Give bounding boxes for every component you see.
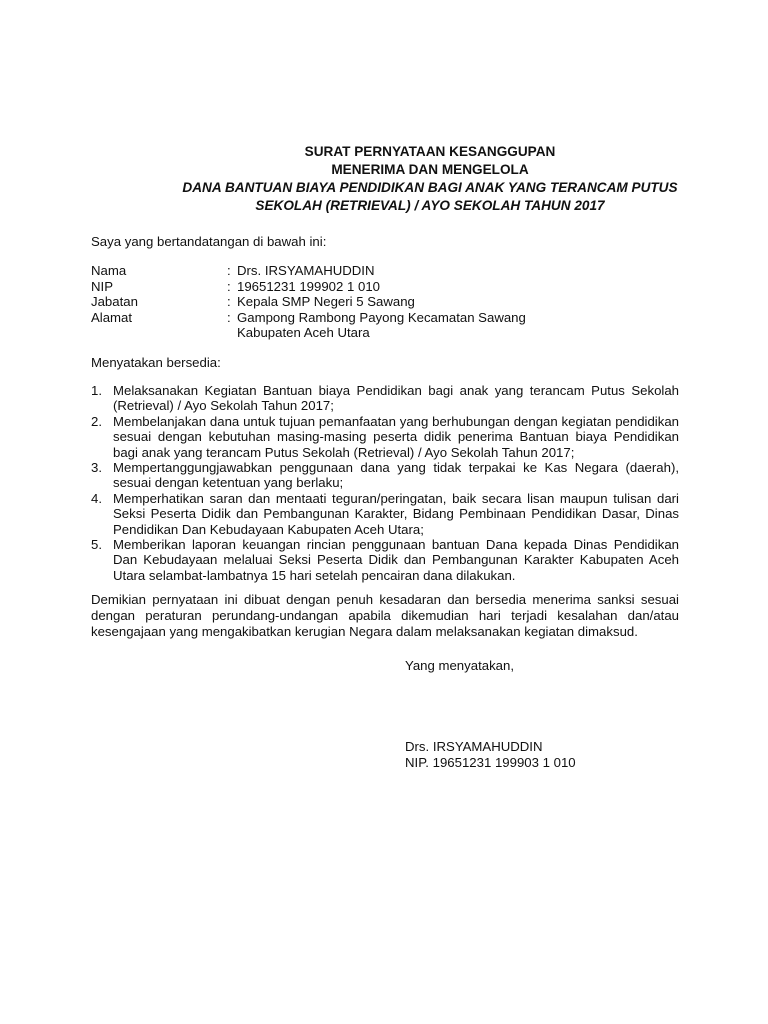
identity-row-jabatan bbox=[91, 294, 526, 310]
identity-block bbox=[91, 263, 526, 341]
identity-label: NIP bbox=[91, 278, 113, 294]
identity-row-nama bbox=[91, 263, 526, 279]
identity-row-nip bbox=[91, 279, 526, 295]
identity-address-line-2: Kabupaten Aceh Utara bbox=[237, 325, 370, 341]
list-item-number: 1. bbox=[91, 383, 102, 398]
intro-text: Saya yang bertandatangan di bawah ini: bbox=[91, 234, 327, 249]
list-item-number: 4. bbox=[91, 490, 102, 506]
identity-label: Jabatan bbox=[91, 294, 138, 310]
identity-label: Nama bbox=[91, 263, 127, 278]
statement-intro: Menyatakan bersedia: bbox=[91, 355, 221, 370]
identity-value: Gampong Rambong Payong Kecamatan Sawang bbox=[237, 309, 526, 325]
identity-separator: : bbox=[227, 263, 231, 278]
list-item-text: Membelanjakan dana untuk tujuan pemanfaatan yang berhubungan dengan kegiatan pendidikan sesuai dengan kebutuhan masing-masing peserta didik penerima Bantuan biaya Pendidikan bagi anak yang terancam Putus Sekolah (Retrieval) / Ayo Sekolah Tahun 2017; bbox=[113, 413, 679, 460]
list-item bbox=[91, 383, 679, 414]
list-item-text: Memperhatikan saran dan mentaati teguran/peringatan, baik secara lisan maupun tulisan dari Seksi Peserta Didik dan Pembangunan Karakter, Bidang Pembinaan Pendidikan Dasar, Dinas Pendidikan Dan Kebudayaan Kabupaten Aceh Utara; bbox=[113, 490, 679, 537]
document-title bbox=[90, 143, 768, 215]
signature-label: Yang menyatakan, bbox=[405, 658, 514, 673]
list-item-text: Mempertanggungjawabkan penggunaan dana yang tidak terpakai ke Kas Negara (daerah), sesuai dengan ketentuan yang berlaku; bbox=[113, 460, 679, 491]
list-item-number: 3. bbox=[91, 460, 102, 476]
title-line-2: MENERIMA DAN MENGELOLA bbox=[331, 162, 529, 177]
identity-value: 19651231 199902 1 010 bbox=[237, 278, 381, 294]
title-line-4: SEKOLAH (RETRIEVAL) / AYO SEKOLAH TAHUN 2017 bbox=[255, 198, 605, 213]
list-item-text: Memberikan laporan keuangan rincian penggunaan bantuan Dana kepada Dinas Pendidikan Dan Kebudayaan melaluai Seksi Peserta Didik dan Pembangunan Karakter Kabupaten Aceh Utara selambat-lambatnya 15 hari setelah pencairan dana dilakukan. bbox=[113, 537, 679, 583]
list-item bbox=[91, 491, 679, 537]
identity-value: Drs. IRSYAMAHUDDIN bbox=[237, 263, 375, 278]
identity-value: Kepala SMP Negeri 5 Sawang bbox=[237, 294, 415, 310]
identity-label: Alamat bbox=[91, 309, 133, 325]
closing-paragraph: Demikian pernyataan ini dibuat dengan penuh kesadaran dan bersedia menerima sanksi sesuai dengan peraturan perundang-undangan apabila dikemudian hari terjadi kesalahan dan/atau kesengajaan yang mengakibatkan kerugian Negara dalam melaksanakan kegiatan dimaksud. bbox=[91, 592, 679, 639]
identity-separator: : bbox=[227, 309, 231, 325]
title-line-3: DANA BANTUAN BIAYA PENDIDIKAN BAGI ANAK YANG TERANCAM PUTUS bbox=[182, 180, 678, 195]
list-item-number: 5. bbox=[91, 537, 102, 553]
list-item-number: 2. bbox=[91, 413, 102, 429]
list-item bbox=[91, 537, 679, 583]
signatory-name: Drs. IRSYAMAHUDDIN bbox=[405, 739, 543, 754]
identity-separator: : bbox=[227, 294, 231, 310]
list-item bbox=[91, 460, 679, 491]
commitment-list bbox=[91, 383, 679, 583]
list-item bbox=[91, 414, 679, 460]
signatory-nip: NIP. 19651231 199903 1 010 bbox=[405, 755, 576, 770]
list-item-text: Melaksanakan Kegiatan Bantuan biaya Pendidikan bagi anak yang terancam Putus Sekolah (Retrieval) / Ayo Sekolah Tahun 2017; bbox=[113, 383, 679, 414]
title-line-1: SURAT PERNYATAAN KESANGGUPAN bbox=[304, 144, 556, 159]
identity-separator: : bbox=[227, 278, 231, 294]
identity-row-alamat bbox=[91, 310, 526, 326]
